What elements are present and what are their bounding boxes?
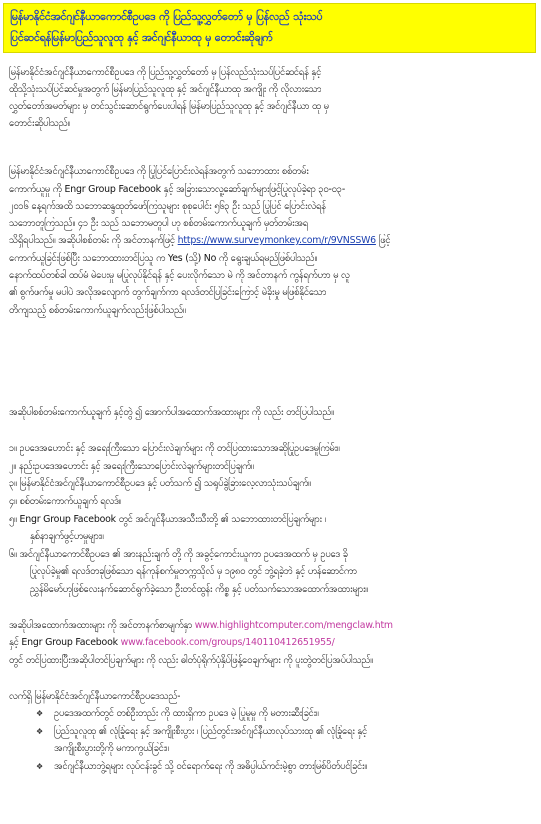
- highlightcomputer-link[interactable]: www.highlightcomputer.com/mengclaw.htm: [194, 620, 393, 631]
- title-banner: [3, 3, 536, 53]
- current-law-bullet-2-cont: အကျိုးစီးပွားတို့ကို မကာကွယ်ခြင်း။: [54, 743, 169, 754]
- attachment-item-5-cont: နှစ်နာချက်ဖွင့်ဟမှုများ။: [30, 531, 104, 542]
- intro-line-1: မြန်မာနိုင်ငံအင်ဂျင်နီယာကောင်စီဥပဒေ ကို ပြည်သူ့လွှတ်တော် မှ ပြန်လည်သုံးသပ်ပြင်ဆင်ရန် နှင့်: [9, 67, 322, 78]
- attachment-item-6: ၆။ အင်ဂျင်နီယာကောင်စီဥပဒေ ၏ အားနည်းချက် တို့ ကို အခွင့်ကောင်းယူကာ ဥပဒေအထက် မှ ဥပဒေ ခို: [9, 549, 348, 560]
- survey-line-5-text: သိရှိရပါသည်။ အဆိုပါစစ်တမ်း ကို အင်တာနက်ဖြင့်: [9, 235, 178, 246]
- survey-line-9: တိကျသည့် စစ်တမ်းကောက်ယူချက်လည်းဖြစ်ပါသည်။: [9, 305, 186, 316]
- bullet-icon: ❖: [36, 727, 44, 736]
- intro-line-4: တောင်းဆိုပါသည်။: [9, 118, 71, 129]
- attachment-item-5: ၅။ Engr Group Facebook တွင် အင်ဂျင်နီယာအသီးသီးတို့ ၏ သဘောထားတင်ပြချက်များ ၊: [9, 514, 326, 525]
- bullet-icon: ❖: [36, 762, 44, 771]
- attachment-item-6-cont-1: ပြုလုပ်ခဲ့မှု၏ ရလဒ်တခုဖြစ်သော ရန်ကုန်စက်မှုတက္ကသိုလ် မှ ၁၉၈၀ တွင် ဘွဲ့ရခဲ့ဘဲ နှင့် ဟန်ဆောင်ကာ: [30, 566, 357, 577]
- links-line-1-text: အဆိုပါအထောက်အထားများ ကို အင်တာနက်စာမျက်နှာ: [9, 620, 195, 631]
- current-law-heading: လက်ရှိ မြန်မာနိုင်ငံအင်ဂျင်နီယာကောင်စီဥပဒေသည်-: [9, 691, 181, 702]
- survey-line-6: ကောက်ယူခြင်းဖြစ်ပြီး သဘောထားတင်ပြသူ က Yes (သို့) No ကို ရွေးချယ်ရမည်ဖြစ်ပါသည်။: [9, 253, 318, 264]
- survey-line-5: [9, 234, 390, 248]
- survey-line-1: မြန်မာနိုင်ငံအင်ဂျင်နီယာကောင်စီဥပဒေ ကို ပြုပြင်ပြောင်းလဲရန်အတွက် သဘောထား စစ်တမ်း: [9, 166, 309, 177]
- survey-line-2: ကောက်ယူမှု ကို Engr Group Facebook နှင့် အခြားသောလူ့ဆော်ချက်များဖြင့်ပြုလုပ်ခဲ့ရာ ၃၀-၀၃-: [9, 184, 346, 195]
- title-line-1: မြန်မာနိုင်ငံအင်ဂျင်နီယာကောင်စီဥပဒေ ကို ပြည်သူ့လွှတ်တော် မှ ပြန်လည် သုံးသပ်: [10, 10, 323, 23]
- attachment-item-6-cont-2: ညွှန်မိမော်ဟုဖြစ်လေးနက်ဆောင်ရွက်ခဲ့သော ဦးတင်ထွန်း ကိစ္စ နှင့် ပတ်သက်သောအထောက်အထားများ။: [30, 584, 368, 595]
- links-line-2-text: နှင့် Engr Group Facebook: [9, 637, 121, 648]
- survey-line-8: ၏ စွက်ဖက်မှု မပါပဲ အလိုအလျောက် တွက်ချက်ကာ ရလဒ်တင်ပြခြင်းကြောင့် မဲခိုးမှု မဖြစ်နိုင်သော: [9, 287, 327, 298]
- survey-line-5-end: ဖြင့်: [375, 235, 391, 246]
- survey-line-3: ၂၀၁၆ နေ့ရက်အထိ သဘောဆန္ဒထုတ်ဖော်ကြသူများ စုစုပေါင်း ၅၆၃ ဦး သည် ပြုပြင် ပြောင်းလဲရန်: [9, 201, 326, 212]
- intro-line-2: ထိုသို့သုံးသပ်ပြင်ဆင်မှုအတွက် မြန်မာပြည်သူလူထု နှင့် အင်ဂျင်နီယာထု အကျိုး ကို လိုလားသော: [9, 84, 322, 95]
- intro-line-3: လွှတ်တော်အမတ်များ မှ တင်သွင်းဆောင်ရွက်ပေးပါရန် မြန်မာပြည်သူလူထု နှင့် အင်ဂျင်နီယာ ထု မှ: [9, 101, 329, 112]
- current-law-bullet-1: ဥပဒေအထက်တွင် တစ်ဦးတည်း ကို ထားရှိကာ ဥပဒေ မဲ့ ပြုမူမှု ကို မတားဆီးခြင်း။: [54, 708, 319, 719]
- attachment-item-3: ၃။ မြန်မာနိုင်ငံအင်ဂျင်နီယာကောင်စီဥပဒေ နှင့် ပတ်သက် ၍ သရုပ်ခွဲခြားလေ့လာသုံးသပ်ချက်။: [9, 478, 311, 489]
- attachment-item-2: ၂။ နည်းဥပဒေအဟောင်း နှင့် အရေးကြီးသောပြောင်းလဲချက်များတင်ပြချက်။: [9, 461, 254, 472]
- links-line-1: [9, 619, 393, 633]
- links-line-2: [9, 636, 335, 650]
- title-line-2: ပြင်ဆင်ရန်မြန်မာပြည်သူလူထု နှင့် အင်ဂျင်နီယာထု မှ တောင်းဆိုချက်: [10, 31, 273, 44]
- attachments-intro: အဆိုပါစစ်တမ်းကောက်ယူချက် နှင့်တွဲ ၍ အောက်ပါအထောက်အထားများ ကို လည်း တင်ပြပါသည်။: [9, 407, 334, 418]
- current-law-bullet-2: ပြည်သူလူထု ၏ လုံခြုံရေး နှင့် အကျိုးစီးပွား ၊ ပြည်တွင်းအင်ဂျင်နီယာလုပ်သားထု ၏ လုံခြုံရေး နှင့်: [54, 726, 368, 737]
- attachment-item-1: ၁။ ဥပဒေအဟောင်း နှင့် အရေးကြီးသော ပြောင်းလဲချက်များ ကို တင်ပြထားသောအဆိုပြုဥပဒေမူကြမ်း။: [9, 443, 340, 454]
- links-line-3: တွင် တင်ပြထားပြီးအဆိုပါတင်ပြချက်များ ကို လည်း ဓါတ်ပုံရိုက်ပုံနှိပ်ဖြန့်ဝေချက်များ ကို ပူးတွဲတင်ပြအပ်ပါသည်။: [9, 655, 373, 666]
- survey-line-7: နောက်ထပ်တစ်ခါ ထပ်မံ မဲပေးမှု မပြုလုပ်နိုင်ရန် နှင့် ပေးလိုက်သော မဲ ကို အင်တာနက် ကွန်ရက်ဟာ မှ လူ: [9, 270, 350, 281]
- facebook-group-link[interactable]: www.facebook.com/groups/140110412651955/: [120, 637, 335, 648]
- bullet-icon: ❖: [36, 709, 44, 718]
- current-law-bullet-3: အင်ဂျင်နီယာဘွဲ့ရများ လုပ်ငန်းခွင် သို့ ဝင်ရောက်ရေး ကို အဓိပ္ပါယ်ကင်းမဲ့စွာ တားမြစ်ပိတ်ပင်ခြင်း။: [54, 761, 367, 772]
- attachment-item-4: ၄။ စစ်တမ်းကောက်ယူချက် ရလဒ်။: [9, 496, 122, 507]
- surveymonkey-link[interactable]: https://www.surveymonkey.com/r/9VNSSW6: [177, 235, 376, 246]
- survey-line-4: သဘောတူကြသည်။ ၄၁ ဦး သည် သဘောမတူပါ ဟု စစ်တမ်းကောက်ယူချက် မှတ်တမ်းအရ: [9, 218, 308, 229]
